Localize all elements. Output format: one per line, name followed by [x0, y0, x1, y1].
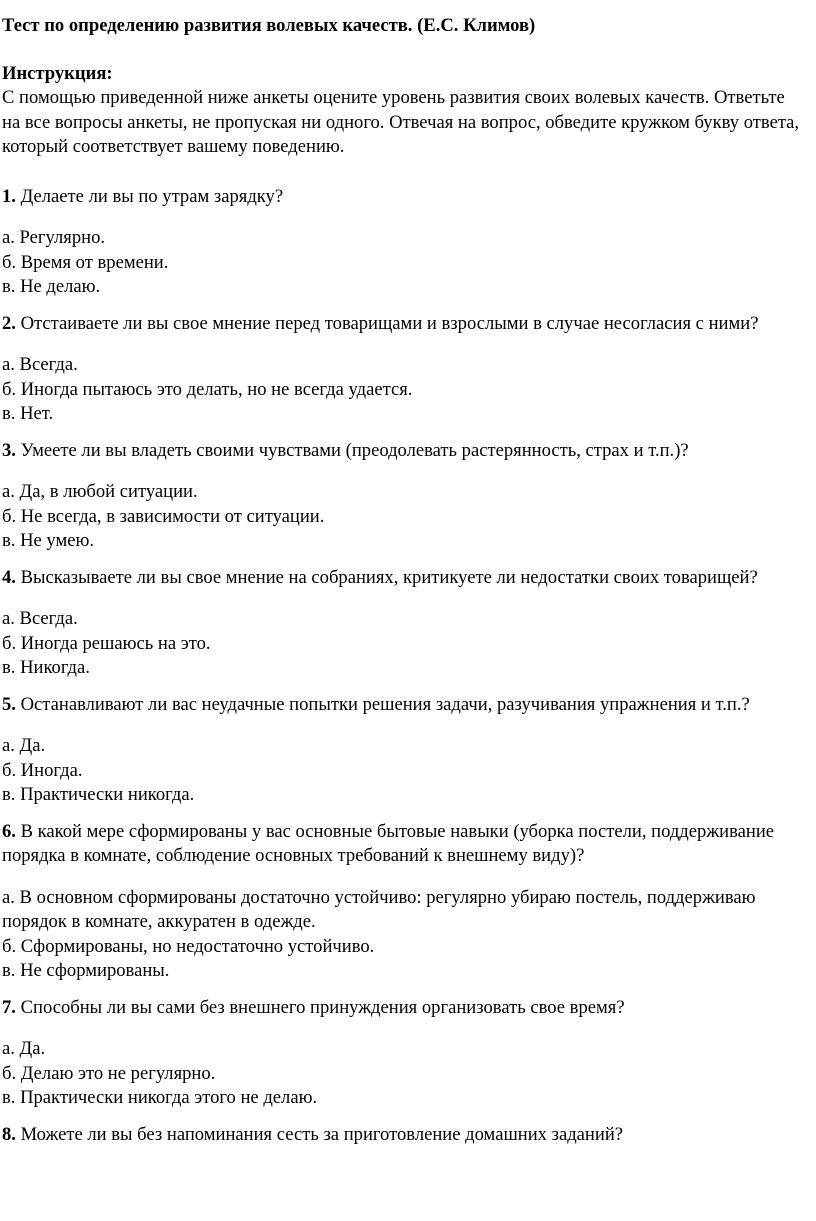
- question-number: 7.: [2, 996, 16, 1018]
- answer-option: б. Иногда решаюсь на это.: [2, 632, 211, 654]
- question-3: [2, 439, 802, 464]
- question-1-options: [2, 226, 802, 300]
- question-7-options: [2, 1037, 802, 1111]
- answer-option: в. Никогда.: [2, 657, 90, 678]
- question-5-options: [2, 734, 802, 808]
- question-number: 2.: [2, 312, 16, 334]
- question-text: Отстаиваете ли вы свое мнение перед товарищами и взрослыми в случае несогласия с ними?: [15, 312, 759, 334]
- question-number: 4.: [2, 566, 16, 588]
- answer-option: а. Всегда.: [2, 608, 78, 629]
- question-text: Умеете ли вы владеть своими чувствами (преодолевать растерянность, страх и т.п.)?: [15, 439, 689, 461]
- question-4: [2, 566, 802, 591]
- answer-option: в. Не сформированы.: [2, 960, 170, 981]
- question-number: 1.: [2, 185, 16, 207]
- question-text: Способны ли вы сами без внешнего принуждения организовать свое время?: [15, 996, 625, 1018]
- question-2-options: [2, 353, 802, 427]
- question-number: 6.: [2, 820, 16, 842]
- answer-option: б. Время от времени.: [2, 251, 169, 273]
- answer-option: а. Регулярно.: [2, 227, 106, 248]
- answer-option: б. Не всегда, в зависимости от ситуации.: [2, 505, 325, 527]
- answer-option: в. Практически никогда этого не делаю.: [2, 1087, 318, 1108]
- answer-option: б. Иногда.: [2, 759, 83, 781]
- instruction-text: С помощью приведенной ниже анкеты оцените уровень развития своих волевых качеств. Ответьте на все вопросы анкеты, не пропуская ни одного. Отвечая на вопрос, обведите кружком букву ответа, который соответствует вашему поведению.: [2, 87, 800, 157]
- question-2: [2, 312, 802, 337]
- question-8: [2, 1123, 802, 1148]
- question-6: [2, 820, 802, 869]
- answer-option: а. Да.: [2, 735, 46, 756]
- question-number: 3.: [2, 439, 16, 461]
- answer-option: в. Нет.: [2, 403, 54, 424]
- answer-option: в. Не умею.: [2, 530, 95, 551]
- answer-option: в. Практически никогда.: [2, 784, 195, 805]
- question-text: Высказываете ли вы свое мнение на собраниях, критикуете ли недостатки своих товарищей?: [15, 566, 758, 588]
- question-6-options: [2, 886, 802, 984]
- answer-option: б. Делаю это не регулярно.: [2, 1062, 216, 1084]
- question-4-options: [2, 607, 802, 681]
- answer-option: а. В основном сформированы достаточно устойчиво: регулярно убираю постель, поддерживаю порядок в комнате, аккуратен в одежде.: [2, 886, 756, 932]
- answer-option: в. Не делаю.: [2, 276, 101, 297]
- instruction-heading: Инструкция:: [2, 62, 113, 84]
- answer-option: б. Иногда пытаюсь это делать, но не всегда удается.: [2, 378, 413, 400]
- question-number: 5.: [2, 693, 16, 715]
- answer-option: а. Всегда.: [2, 354, 78, 375]
- answer-option: б. Сформированы, но недостаточно устойчиво.: [2, 935, 375, 957]
- question-7: [2, 996, 802, 1021]
- question-3-options: [2, 480, 802, 554]
- answer-option: а. Да.: [2, 1038, 46, 1059]
- answer-option: а. Да, в любой ситуации.: [2, 481, 198, 502]
- question-5: [2, 693, 802, 718]
- question-number: 8.: [2, 1123, 16, 1145]
- question-1: [2, 185, 802, 210]
- document-title: Тест по определению развития волевых качеств. (Е.С. Климов): [2, 15, 536, 36]
- question-text: Делаете ли вы по утрам зарядку?: [15, 185, 284, 207]
- question-text: Можете ли вы без напоминания сесть за приготовление домашних заданий?: [15, 1123, 624, 1145]
- question-text: Останавливают ли вас неудачные попытки решения задачи, разучивания упражнения и т.п.?: [15, 693, 750, 715]
- question-text: В какой мере сформированы у вас основные бытовые навыки (уборка постели, поддерживание порядка в комнате, соблюдение основных требований к внешнему виду)?: [2, 820, 775, 866]
